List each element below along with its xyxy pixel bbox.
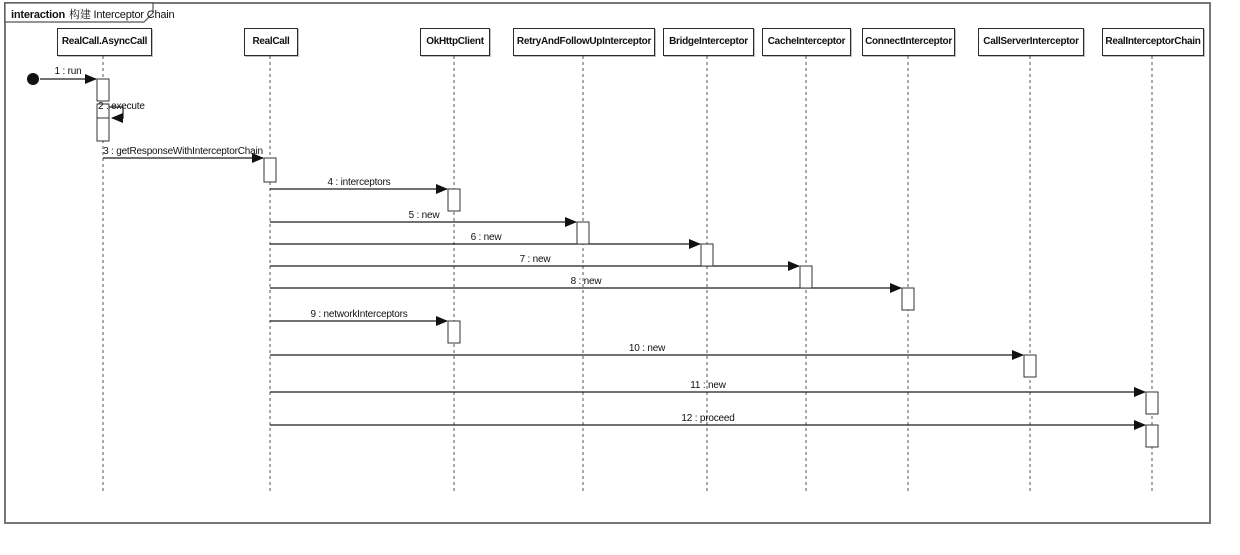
lifeline-header-realcall: RealCall bbox=[244, 28, 298, 56]
message-label-interceptors: 4 : interceptors bbox=[327, 177, 391, 188]
message-label-run: 1 : run bbox=[54, 66, 82, 77]
activation-asynccall-run bbox=[97, 79, 109, 101]
message-label-getresponsewithinterceptorchain: 3 : getResponseWithInterceptorChain bbox=[103, 146, 263, 157]
message-label-execute: 2 : execute bbox=[98, 101, 145, 112]
activation-chain-proceed bbox=[1146, 425, 1158, 447]
message-label-new-callserver: 10 : new bbox=[628, 343, 666, 354]
lifeline-header-realinterceptorchain: RealInterceptorChain bbox=[1102, 28, 1204, 56]
activation-okhttpclient-networkinterceptors bbox=[448, 321, 460, 343]
message-label-new-retry: 5 : new bbox=[408, 210, 440, 221]
lifeline-header-okhttpclient: OkHttpClient bbox=[420, 28, 490, 56]
lifeline-header-bridgeinterceptor: BridgeInterceptor bbox=[663, 28, 754, 56]
lifeline-header-cacheinterceptor: CacheInterceptor bbox=[762, 28, 851, 56]
activation-connect-new bbox=[902, 288, 914, 310]
lifeline-header-realcall-asynccall: RealCall.AsyncCall bbox=[57, 28, 152, 56]
message-label-new-chain: 11 : new bbox=[690, 380, 726, 391]
activation-cache-new bbox=[800, 266, 812, 288]
activation-callserver-new bbox=[1024, 355, 1036, 377]
message-label-networkinterceptors: 9 : networkInterceptors bbox=[310, 309, 408, 320]
message-label-new-connect: 8 : new bbox=[570, 276, 602, 287]
frame-keyword: interaction bbox=[11, 9, 66, 21]
activation-okhttpclient-interceptors bbox=[448, 189, 460, 211]
lifeline-header-retryandfollowupinterceptor: RetryAndFollowUpInterceptor bbox=[513, 28, 655, 56]
message-label-proceed: 12 : proceed bbox=[681, 413, 735, 424]
activation-bridge-new bbox=[701, 244, 713, 266]
message-label-new-bridge: 6 : new bbox=[470, 232, 502, 243]
message-label-new-cache: 7 : new bbox=[519, 254, 551, 265]
activation-asynccall-execute bbox=[97, 118, 109, 141]
frame-title-text: 构建 Interceptor Chain bbox=[69, 9, 175, 21]
activation-chain-new bbox=[1146, 392, 1158, 414]
frame-title bbox=[11, 6, 174, 22]
lifeline-header-connectinterceptor: ConnectInterceptor bbox=[862, 28, 955, 56]
lifeline-header-callserverinterceptor: CallServerInterceptor bbox=[978, 28, 1084, 56]
